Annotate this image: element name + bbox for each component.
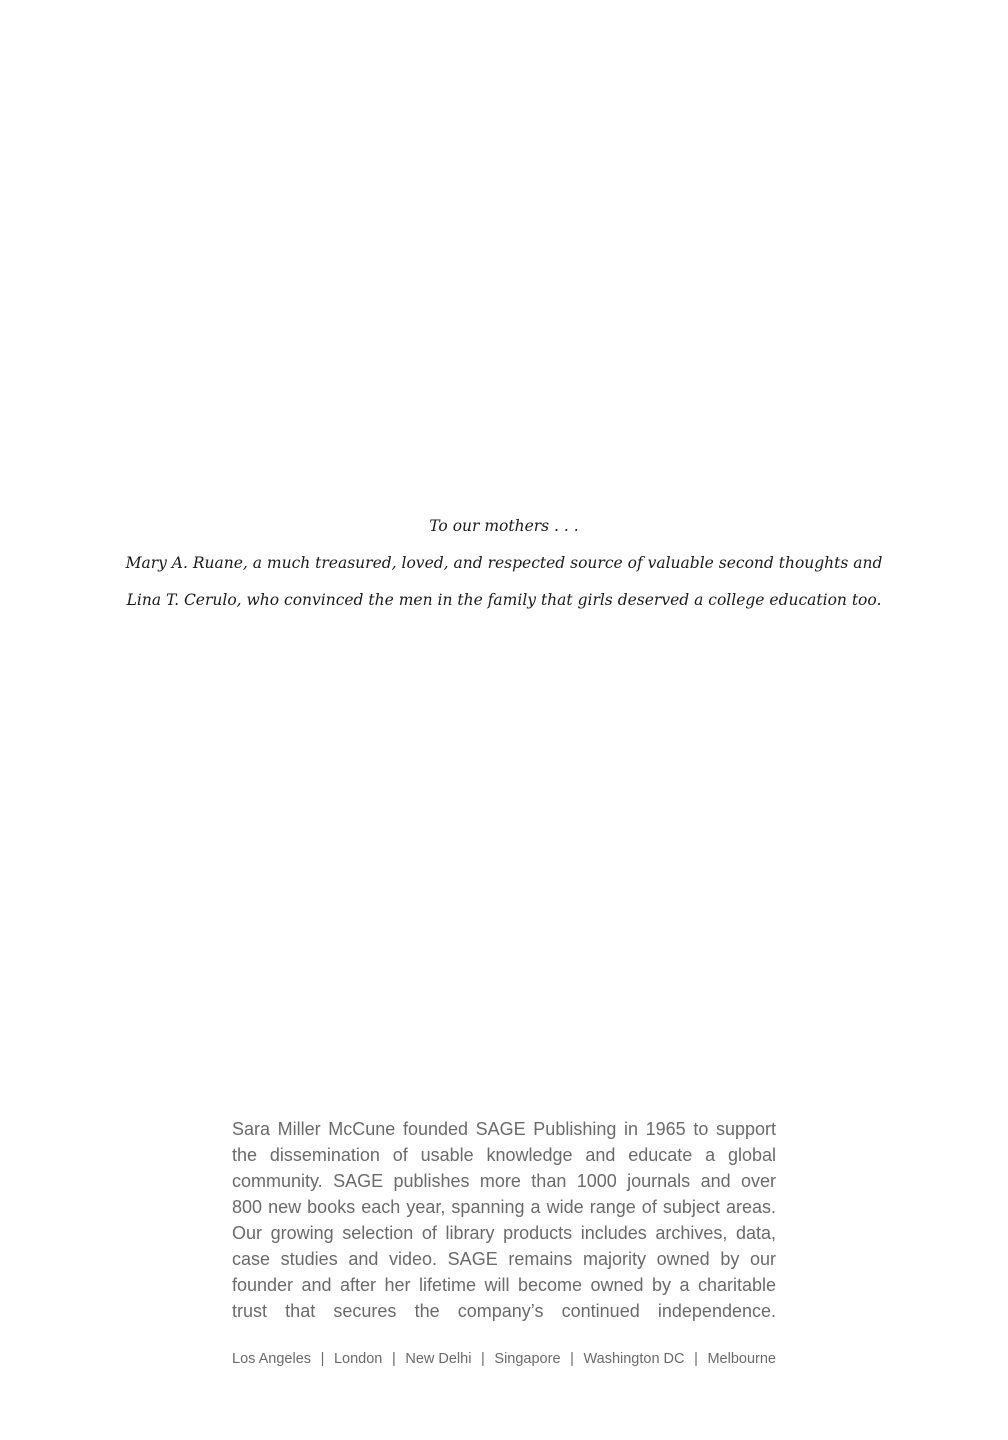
- dedication: [0, 512, 1008, 623]
- publisher-note-line: founder and after her lifetime will become owned by a charitable: [232, 1275, 776, 1295]
- city-separator: |: [481, 1351, 485, 1367]
- city-los-angeles: Los Angeles: [232, 1351, 312, 1367]
- city-singapore: Singapore: [494, 1351, 561, 1367]
- city-melbourne: Melbourne: [707, 1351, 776, 1367]
- publisher-note-line: Our growing selection of library products includes archives, data,: [232, 1223, 776, 1243]
- publisher-note-line: the dissemination of usable knowledge and educate a global: [232, 1145, 776, 1165]
- city-separator: |: [570, 1351, 574, 1367]
- publisher-note-line: trust that secures the company’s continued independence.: [232, 1301, 776, 1321]
- city-london: London: [333, 1351, 383, 1367]
- city-new-delhi: New Delhi: [405, 1351, 472, 1367]
- publisher-note-line: Sara Miller McCune founded SAGE Publishing in 1965 to support: [232, 1119, 776, 1139]
- city-separator: |: [391, 1351, 396, 1367]
- city-separator: |: [694, 1351, 698, 1367]
- publisher-note-line: case studies and video. SAGE remains majority owned by our: [232, 1249, 776, 1269]
- city-washington-dc: Washington DC: [583, 1351, 685, 1367]
- dedication-line-intro: To our mothers . . .: [429, 517, 579, 535]
- publisher-note: [232, 1116, 776, 1324]
- publisher-note-line: community. SAGE publishes more than 1000 journals and over: [232, 1171, 776, 1191]
- office-locations: [232, 1348, 776, 1370]
- dedication-line-mary: Mary A. Ruane, a much treasured, loved, and respected source of valuable second thoughts and: [125, 554, 883, 572]
- city-separator: |: [320, 1351, 325, 1367]
- publisher-note-line: 800 new books each year, spanning a wide range of subject areas.: [232, 1197, 776, 1217]
- dedication-line-lina: Lina T. Cerulo, who convinced the men in the family that girls deserved a college education too.: [126, 591, 882, 609]
